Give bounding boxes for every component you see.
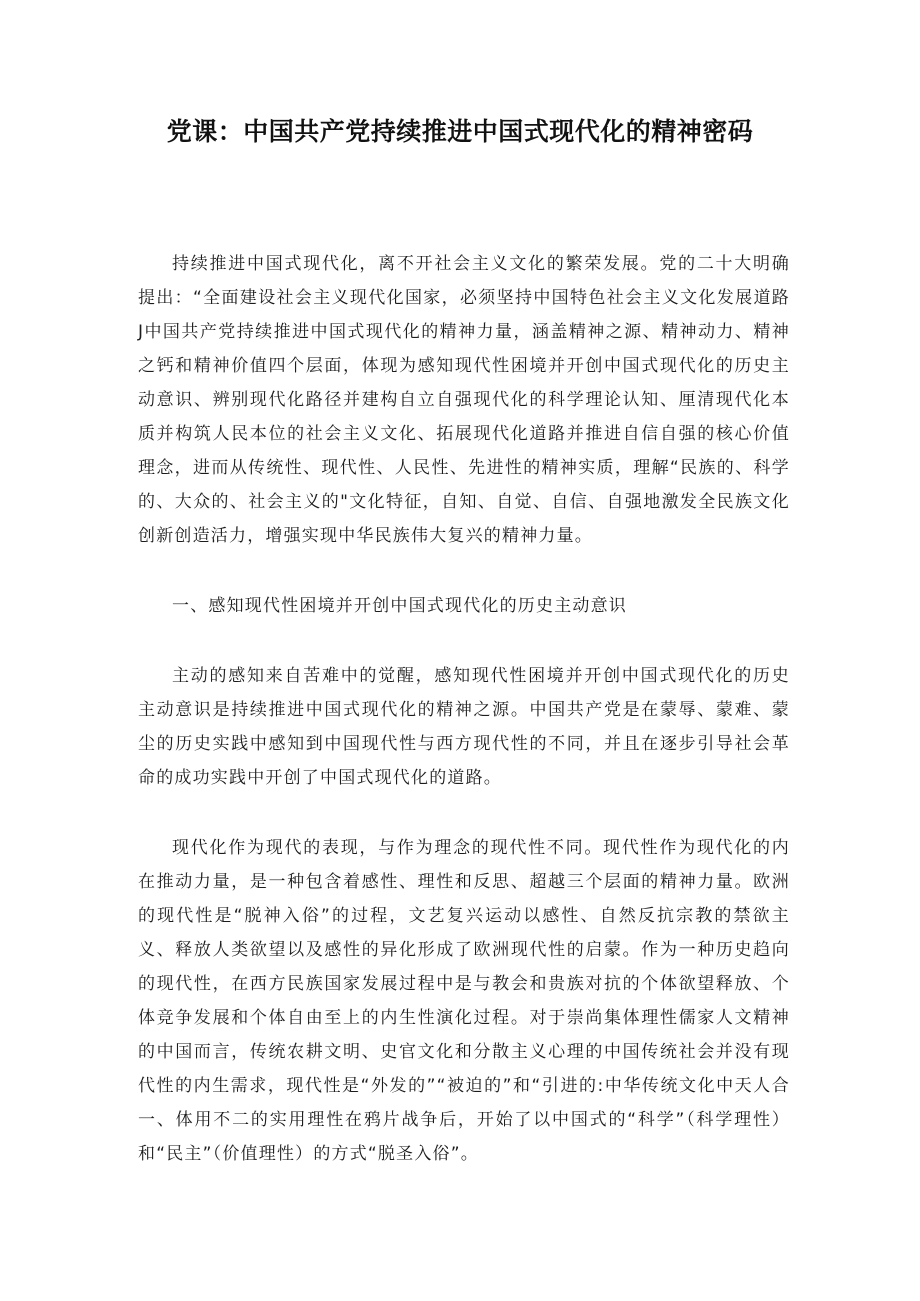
paragraph-spacer [138,795,790,831]
paragraph-spacer [138,553,790,589]
section-heading: 一、感知现代性困境并开创中国式现代化的历史主动意识 [172,596,627,616]
body-paragraph-modernity: 现代化作为现代的表现，与作为理念的现代性不同。现代性作为现代化的内在推动力量，是一种包含着感性、理性和反思、超越三个层面的精神力量。欧洲的现代性是“脱神入俗”的过程，文艺复兴运动以感性、自然反抗宗教的禁欲主义、释放人类欲望以及感性的异化形成了欧洲现代性的启蒙。作为一种历史趋向的现代性，在西方民族国家发展过程中是与教会和贵族对抗的个体欲望释放、个体竞争发展和个体自由至上的内生性演化过程。对于崇尚集体理性儒家人文精神的中国而言，传统农耕文明、史官文化和分散主义心理的中国传统社会并没有现代性的内生需求，现代性是“外发的”“被迫的”和“引进的:中华传统文化中天人合一、体用不二的实用理性在鸦片战争后，开始了以中国式的“科学”（科学理性）和“民主”（价值理性）的方式“脱圣入俗”。 [138,838,790,1164]
body-paragraph-awakening: 主动的感知来自苦难中的觉醒，感知现代性困境并开创中国式现代化的历史主动意识是持续推进中国式现代化的精神之源。中国共产党是在蒙辱、蒙难、蒙尘的历史实践中感知到中国现代性与西方现代性的不同，并且在逐步引导社会革命的成功实践中开创了中国式现代化的道路。 [138,666,790,788]
paragraph-spacer [138,623,790,659]
intro-paragraph: 持续推进中国式现代化，离不开社会主义文化的繁荣发展。党的二十大明确提出：“全面建设社会主义现代化国家，必须坚持中国特色社会主义文化发展道路J中国共产党持续推进中国式现代化的精神力量，涵盖精神之源、精神动力、精神之钙和精神价值四个层面，体现为感知现代性困境并开创中国式现代化的历史主动意识、辨别现代化路径并建构自立自强现代化的科学理论认知、厘清现代化本质并构筑人民本位的社会主义文化、拓展现代化道路并推进自信自强的核心价值理念，进而从传统性、现代性、人民性、先进性的精神实质，理解“民族的、科学的、大众的、社会主义的"文化特征，自知、自觉、自信、自强地激发全民族文化创新创造活力，增强实现中华民族伟大复兴的精神力量。 [138,254,790,546]
document-title: 党课：中国共产党持续推进中国式现代化的精神密码 [166,117,754,146]
document-body [138,247,790,1171]
